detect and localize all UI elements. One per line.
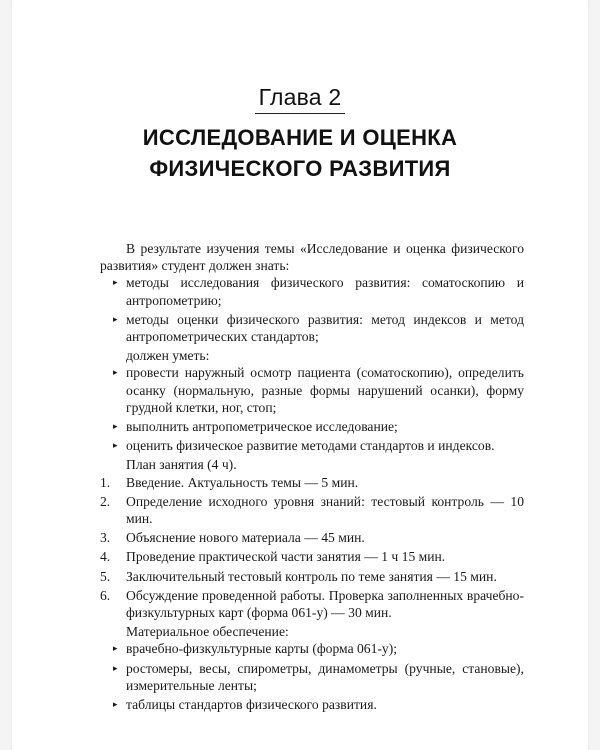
plan-item: [100, 529, 524, 546]
list-item-text: врачебно-физкультурные карты (форма 061-у);: [126, 641, 398, 657]
materials-heading: Материальное обеспечение:: [126, 624, 289, 640]
list-item-text: методы исследования физического развития: соматоскопию и антропометрию;: [126, 275, 524, 308]
plan-item: [100, 474, 524, 491]
intro-paragraph: В результате изучения темы «Исследование и оценка физического развития» студент должен знать:: [100, 241, 524, 274]
chapter-title: [12, 122, 588, 184]
plan-item-text: Обсуждение проведенной работы. Проверка заполненных врачебно-физкультурных карт (форма 061-у) — 30 мин.: [126, 587, 524, 621]
plan-heading: План занятия (4 ч).: [126, 457, 237, 473]
list-item: [100, 660, 524, 694]
list-item: [100, 437, 524, 454]
plan-item-number: 5.: [100, 568, 111, 584]
list-item: [100, 696, 524, 713]
list-item: [100, 274, 524, 308]
plan-item-text: Заключительный тестовый контроль по теме занятия — 15 мин.: [126, 568, 497, 584]
knowledge-list: [100, 274, 524, 345]
chapter-title-line-1: ИССЛЕДОВАНИЕ И ОЦЕНКА: [142, 125, 458, 150]
plan-item: [100, 493, 524, 527]
list-item-text: ростомеры, весы, спирометры, динамометры (ручные, становые), измерительные ленты;: [126, 660, 524, 693]
skills-heading: должен уметь:: [126, 348, 210, 364]
book-page: [12, 0, 588, 750]
plan-item: [100, 587, 524, 621]
chapter-body: [100, 240, 524, 715]
plan-item-text: Определение исходного уровня знаний: тестовый контроль — 10 мин.: [126, 493, 524, 527]
plan-item-number: 3.: [100, 530, 111, 546]
plan-item-number: 6.: [100, 587, 111, 603]
plan-item-text: Объяснение нового материала — 45 мин.: [126, 530, 365, 546]
plan-item-number: 1.: [100, 474, 111, 490]
plan-list: [100, 474, 524, 622]
skills-list: [100, 364, 524, 454]
list-item-text: провести наружный осмотр пациента (соматоскопию), определить осанку (нормальную, разные формы нарушений осанки), форму грудной клетки, ног, стоп;: [126, 365, 524, 415]
bullet-icon: ▸: [113, 643, 118, 654]
plan-item: [100, 548, 524, 565]
bullet-icon: ▸: [113, 421, 118, 432]
list-item: [100, 640, 524, 657]
plan-item-number: 2.: [100, 493, 111, 509]
materials-list: [100, 640, 524, 713]
list-item-text: выполнить антропометрическое исследование;: [126, 419, 398, 435]
bullet-icon: ▸: [113, 277, 118, 288]
bullet-icon: ▸: [113, 367, 118, 378]
list-item-text: оценить физическое развитие методами стандартов и индексов.: [126, 438, 495, 454]
list-item: [100, 364, 524, 416]
plan-item-number: 4.: [100, 549, 111, 565]
plan-item-text: Проведение практической части занятия — 1 ч 15 мин.: [126, 549, 446, 565]
plan-item: [100, 568, 524, 585]
list-item: [100, 311, 524, 345]
list-item-text: методы оценки физического развития: метод индексов и метод антропометрических стандартов;: [126, 311, 524, 345]
bullet-icon: ▸: [113, 662, 118, 673]
list-item: [100, 418, 524, 435]
bullet-icon: ▸: [113, 313, 118, 324]
chapter-title-line-2: ФИЗИЧЕСКОГО РАЗВИТИЯ: [149, 156, 451, 181]
plan-item-text: Введение. Актуальность темы — 5 мин.: [126, 474, 359, 490]
bullet-icon: ▸: [113, 699, 118, 710]
chapter-header: [12, 84, 588, 114]
bullet-icon: ▸: [113, 440, 118, 451]
chapter-label: Глава 2: [255, 84, 346, 114]
list-item-text: таблицы стандартов физического развития.: [126, 697, 377, 713]
